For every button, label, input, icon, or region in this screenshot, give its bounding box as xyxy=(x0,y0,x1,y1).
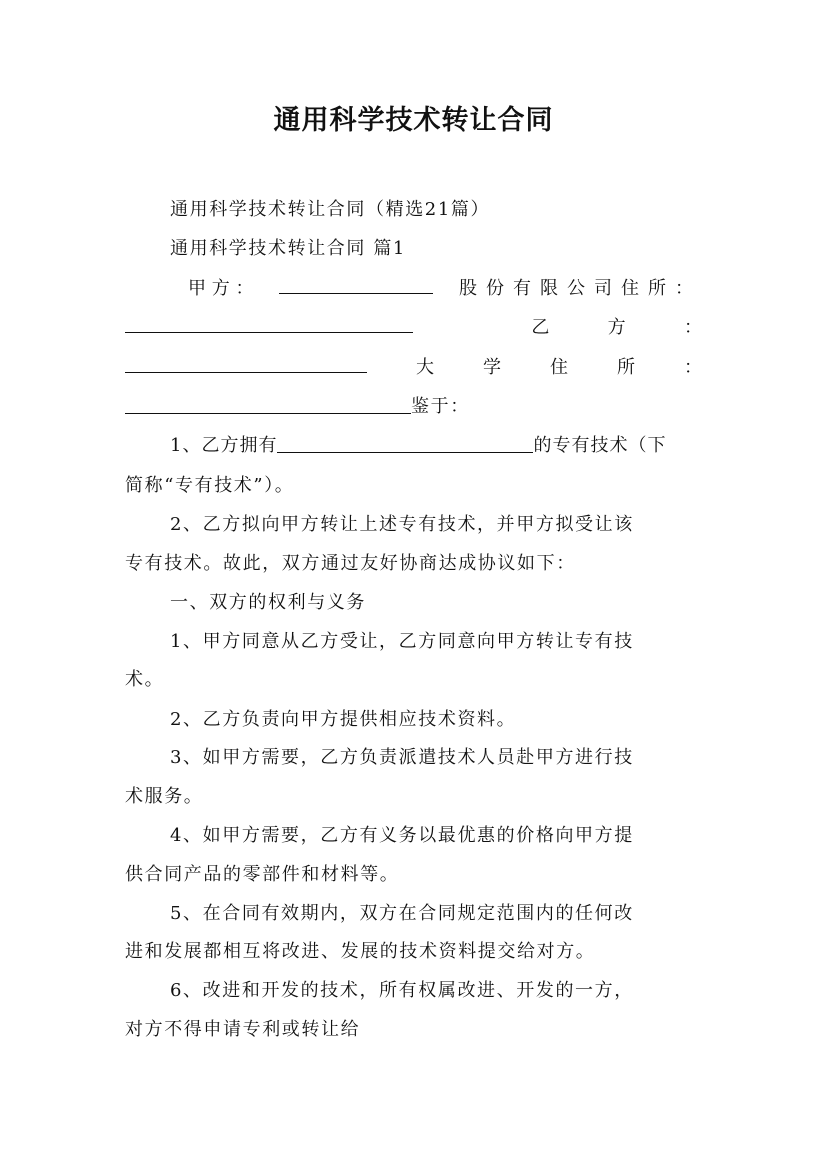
clause-1-line: 1、乙方拥有 的专有技术（下 xyxy=(170,435,667,456)
item-5-cont: 进和发展都相互将改进、发展的技术资料提交给对方。 xyxy=(125,941,596,962)
item-5-line: 5、在合同有效期内，双方在合同规定范围内的任何改 xyxy=(170,903,634,924)
whereas-label: 鉴于： xyxy=(411,396,470,417)
item-4-line: 4、如甲方需要，乙方有义务以最优惠的价格向甲方提 xyxy=(170,825,634,846)
clause-2-line: 2、乙方拟向甲方转让上述专有技术，并甲方拟受让该 xyxy=(170,514,634,535)
item-4-cont: 供合同产品的零部件和材料等。 xyxy=(125,864,400,885)
party-a-blank xyxy=(279,275,433,294)
item-3-cont: 术服务。 xyxy=(125,786,204,807)
whereas-line xyxy=(125,393,702,421)
clause-1-cont: 简称“专有技术”）。 xyxy=(125,475,295,496)
party-a-label: 甲 方 ： xyxy=(188,278,254,299)
technology-blank xyxy=(277,434,533,453)
item-6-cont: 对方不得申请专利或转让给 xyxy=(125,1019,361,1040)
item-6-line: 6、改进和开发的技术，所有权属改进、开发的一方， xyxy=(170,980,634,1001)
item-1-cont: 术。 xyxy=(125,669,165,690)
address-blank xyxy=(125,395,411,414)
item-3-line: 3、如甲方需要，乙方负责派遣技术人员赴甲方进行技 xyxy=(170,747,634,768)
document-title: 通用科学技术转让合同 xyxy=(273,105,554,136)
university-line: 大 学 住 所 ： xyxy=(125,354,702,382)
article-heading: 一、双方的权利与义务 xyxy=(170,592,366,613)
party-a-line xyxy=(188,275,702,303)
university-name-blank xyxy=(125,354,367,373)
section-heading: 通用科学技术转让合同 篇1 xyxy=(170,238,406,259)
party-b-name-blank xyxy=(125,314,413,333)
party-a-suffix: 股份有限公司住所： xyxy=(458,278,702,299)
item-2-line: 2、乙方负责向甲方提供相应技术资料。 xyxy=(170,709,517,730)
clause-2-cont: 专有技术。故此，双方通过友好协商达成协议如下： xyxy=(125,553,576,574)
subtitle-line: 通用科学技术转让合同（精选21篇） xyxy=(170,199,491,220)
item-1-line: 1、甲方同意从乙方受让，乙方同意向甲方转让专有技 xyxy=(170,631,634,652)
party-b-line: 乙 方 ： xyxy=(125,314,702,342)
